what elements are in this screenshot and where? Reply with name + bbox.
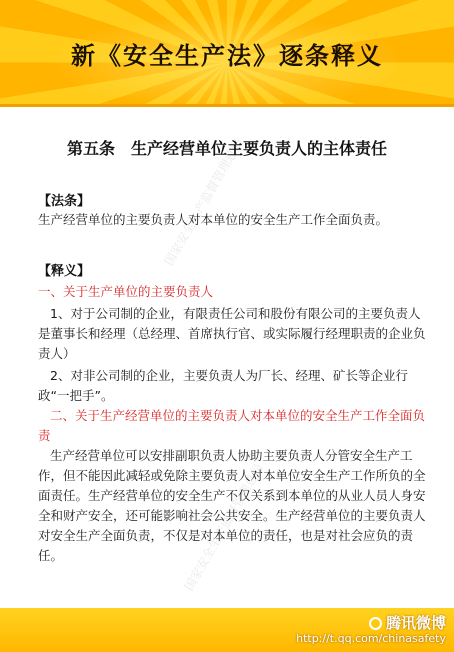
weibo-brand-label: 腾讯微博 bbox=[385, 614, 446, 632]
interpretation-para-1: 1、对于公司制的企业，有限责任公司和股份有限公司的主要负责人是董事长和经理（总经理、首席执行官、或实际履行经理职责的企业负责人） bbox=[38, 306, 426, 361]
law-text: 生产经营单位的主要负责人对本单位的安全生产工作全面负责。 bbox=[38, 212, 389, 227]
interpretation-tag: 【释义】 bbox=[38, 264, 91, 279]
weibo-icon bbox=[369, 617, 382, 630]
interpretation-para-3: 生产经营单位可以安排副职负责人协助主要负责人分管安全生产工作，但不能因此减轻或免除主要负责人对本单位安全生产工作所负的全面责任。生产经营单位的安全生产不仅关系到本单位的从业人员人身安全和财产安全，还可能影响社会公共安全。生产经营单位的主要负责人对安全生产全面负责，不仅是对本单位的责任，也是对社会应负的责任。 bbox=[38, 448, 426, 563]
interpretation-heading-1: 一、关于生产单位的主要负责人 bbox=[38, 284, 214, 299]
article-title: 第五条 生产经营单位主要负责人的主体责任 bbox=[66, 139, 387, 158]
interpretation-para-2: 2、对非公司制的企业，主要负责人为厂长、经理、矿长等企业行政“一把手”。 bbox=[38, 368, 408, 403]
weibo-brand[interactable] bbox=[369, 612, 446, 633]
law-tag: 【法条】 bbox=[38, 194, 91, 209]
banner-title: 新《安全生产法》逐条释义 bbox=[71, 41, 383, 70]
watermark: 国家安全生产监督管理总局 bbox=[181, 461, 266, 593]
header-banner bbox=[0, 0, 454, 107]
weibo-url[interactable]: http://t.qq.com/chinasafety bbox=[296, 632, 446, 645]
interpretation-heading-2: 二、关于生产经营单位的主要负责人对本单位的安全生产工作全面负责 bbox=[38, 408, 426, 443]
watermark: 国家安全生产监督管理总局 bbox=[161, 136, 246, 268]
footer-bar bbox=[0, 608, 454, 652]
